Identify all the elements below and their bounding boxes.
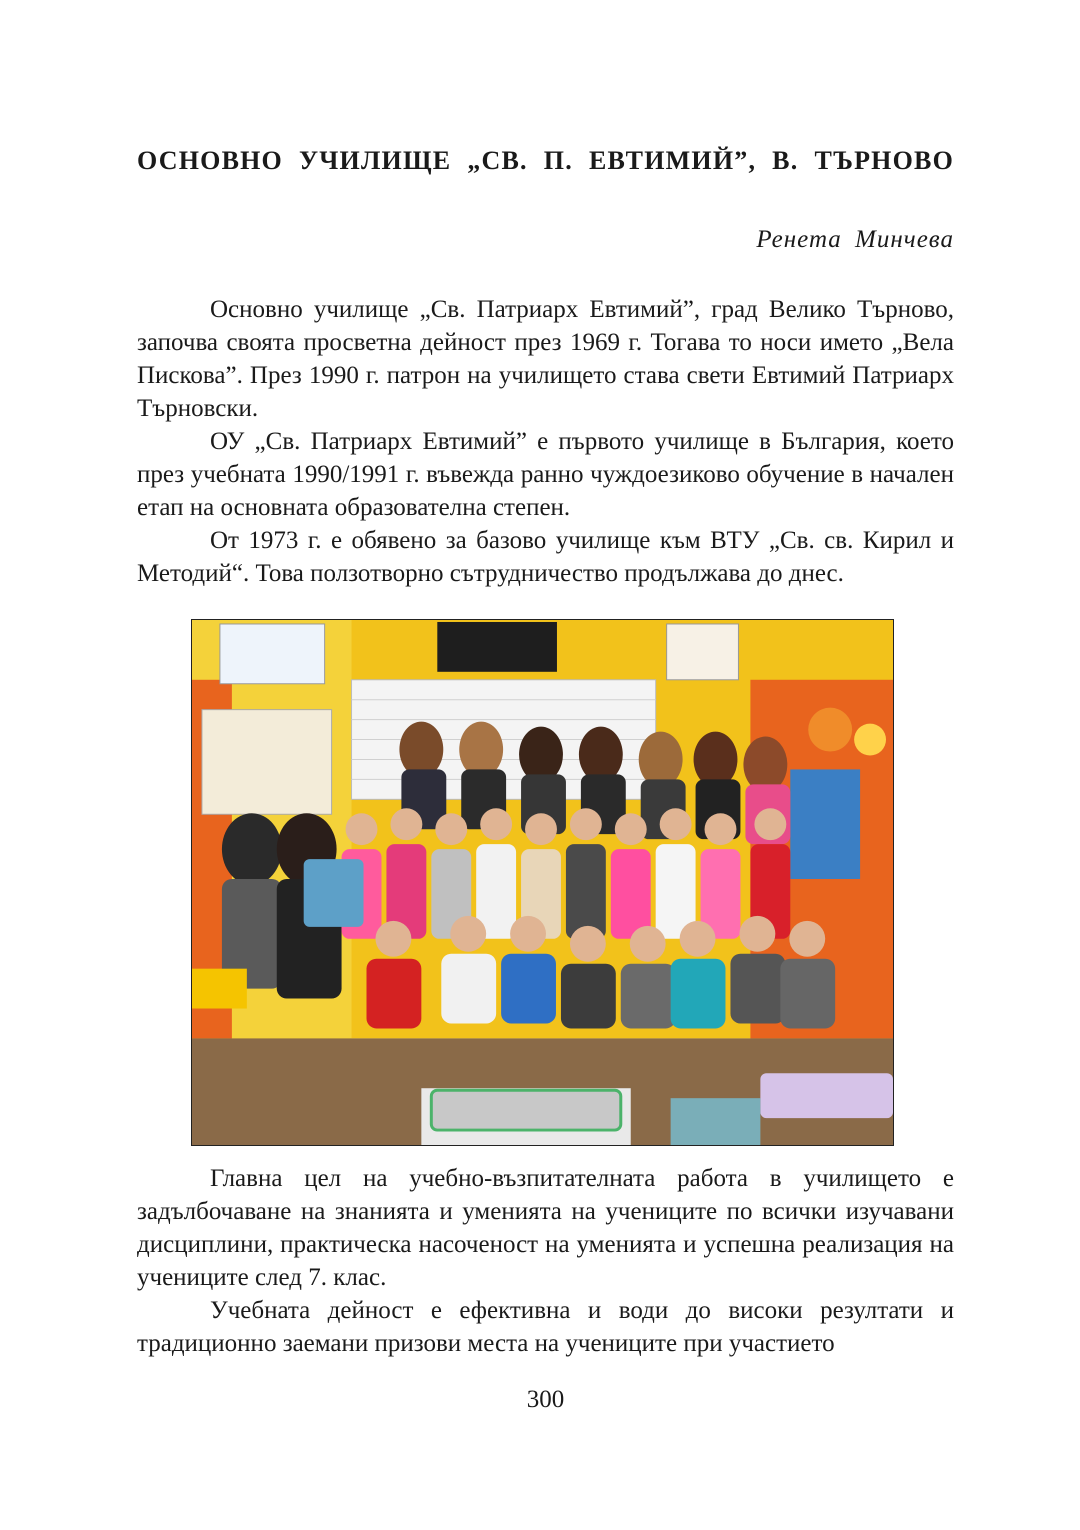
chair — [192, 969, 247, 1009]
paragraph: Главна цел на учебно-възпитателната работа в училището е задълбочаване на знанията и уменията на учениците по всички изучавани дисциплини, практическа насоченост на уменията и успешна реализация на учениците след 7. клас. — [137, 1165, 954, 1291]
class-group-photo — [191, 619, 894, 1146]
bookshelf — [790, 769, 860, 879]
tv-screen — [437, 622, 557, 672]
page-number: 300 — [526, 1386, 565, 1413]
gift-box — [304, 859, 364, 927]
poster — [220, 624, 325, 684]
pencil-case — [431, 1090, 620, 1130]
paragraph: Учебната дейност е ефективна и води до високи резултати и традиционно заемани призови места на учениците при участието — [137, 1297, 954, 1357]
flower-decoration — [854, 724, 886, 756]
poster — [667, 624, 739, 680]
text-block-bottom — [137, 1162, 954, 1360]
paragraph: От 1973 г. е обявено за базово училище към ВТУ „Св. св. Кирил и Методий“. Това ползотворно сътрудничество продължава до днес. — [137, 527, 954, 587]
paragraph: ОУ „Св. Патриарх Евтимий” е първото училище в България, което през учебната 1990/1991 г. въвежда ранно чуждоезиково обучение в начален етап на основната образователна степен. — [137, 428, 954, 521]
notebook — [671, 1098, 761, 1145]
article-author: Ренета Минчева — [756, 226, 954, 253]
text-block-top — [137, 293, 954, 590]
article-title: ОСНОВНО УЧИЛИЩЕ „СВ. П. ЕВТИМИЙ”, В. ТЪРНОВО — [137, 146, 954, 175]
animal-chart — [202, 710, 332, 815]
pencil-case — [760, 1073, 893, 1118]
photo-illustration — [192, 620, 893, 1145]
paragraph: Основно училище „Св. Патриарх Евтимий”, град Велико Търново, започва своята просветна дейност през 1969 г. Тогава то носи името „Вела Пискова”. През 1990 г. патрон на училището става свети Евтимий Патриарх Търновски. — [137, 296, 954, 422]
flower-decoration — [808, 708, 852, 752]
